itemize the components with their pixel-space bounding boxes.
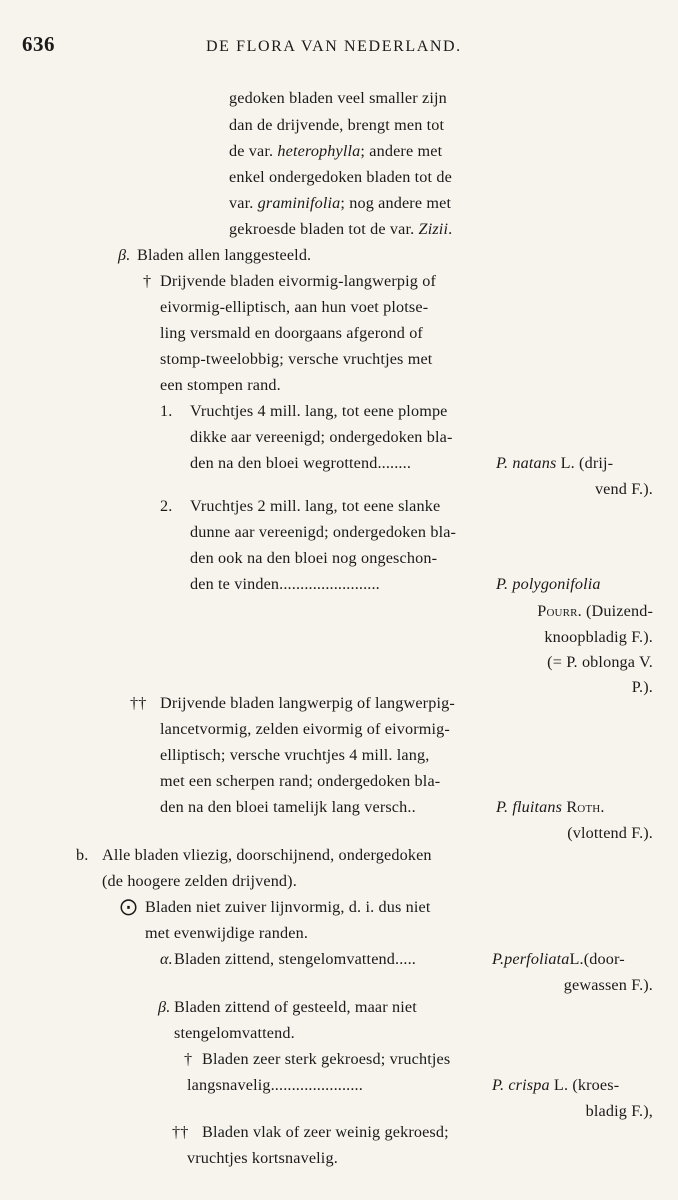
- text-line: den na den bloei tamelijk lang versch..: [160, 798, 416, 816]
- species-common-name: (vlottend F.).: [567, 824, 653, 842]
- text-line: eivormig-elliptisch, aan hun voet plotse-: [160, 298, 429, 316]
- text-line: stengelomvattend.: [174, 1024, 295, 1042]
- text-line: Bladen zeer sterk gekroesd; vruchtjes: [202, 1050, 451, 1068]
- text-line: met een scherpen rand; ondergedoken bla-: [160, 772, 441, 790]
- text-line: een stompen rand.: [160, 376, 281, 394]
- text-line: Drijvende bladen eivormig-langwerpig of: [160, 272, 437, 290]
- text-line: Vruchtjes 2 mill. lang, tot eene slanke: [190, 497, 441, 515]
- text-line: Bladen allen langgesteeld.: [137, 246, 312, 264]
- text-line: den ook na den bloei nog ongeschon-: [190, 549, 438, 567]
- text-line: langsnavelig......................: [187, 1076, 363, 1094]
- key-marker-double-dagger: ††: [172, 1123, 189, 1141]
- text-line: Vruchtjes 4 mill. lang, tot eene plompe: [190, 402, 448, 420]
- species-common-name: Pourr. (Duizend-: [537, 602, 653, 620]
- key-marker-alpha: α.: [160, 950, 173, 968]
- variety-name: graminifolia: [257, 194, 341, 212]
- text-line: vruchtjes kortsnavelig.: [187, 1149, 338, 1167]
- text-line: dikke aar vereenigd; ondergedoken bla-: [190, 428, 453, 446]
- species-name: P. crispa: [492, 1076, 550, 1094]
- species-common-name: bladig F.),: [585, 1102, 653, 1120]
- text-line: dan de drijvende, brengt men tot: [229, 116, 445, 134]
- species-common-name: gewassen F.).: [563, 976, 653, 994]
- text-line: enkel ondergedoken bladen tot de: [229, 168, 452, 186]
- section-marker: b.: [76, 846, 89, 864]
- species-common-name: vend F.).: [594, 480, 653, 498]
- circled-dot-icon: ⨀: [120, 897, 138, 916]
- text-line: elliptisch; versche vruchtjes 4 mill. lang,: [160, 746, 430, 764]
- text-line: Bladen zittend of gesteeld, maar niet: [174, 998, 417, 1016]
- text-line: Bladen niet zuiver lijnvormig, d. i. dus niet: [145, 898, 431, 916]
- key-marker-beta: β.: [118, 246, 131, 264]
- variety-name: Zizii: [418, 220, 449, 238]
- species-entry: P. fluitans Roth.: [496, 798, 605, 816]
- key-marker-double-dagger: ††: [130, 694, 147, 712]
- text-line: Drijvende bladen langwerpig of langwerpig-: [160, 694, 455, 712]
- text-line: Bladen zittend, stengelomvattend.....: [174, 950, 417, 968]
- item-number: 2.: [160, 497, 173, 515]
- text-line: Alle bladen vliezig, doorschijnend, ondergedoken: [102, 846, 432, 864]
- key-marker-dagger: †: [143, 272, 152, 290]
- text-line: den na den bloei wegrottend........: [190, 454, 412, 472]
- key-marker-beta: β.: [158, 998, 171, 1016]
- species-entry: P.perfoliataL.(door-: [492, 950, 625, 968]
- text-line: var. graminifolia; nog andere met: [229, 194, 452, 212]
- text-line: met evenwijdige randen.: [145, 924, 309, 942]
- species-name: P. polygonifolia: [496, 575, 601, 593]
- text-line: dunne aar vereenigd; ondergedoken bla-: [190, 523, 457, 541]
- page-number: 636: [22, 32, 55, 56]
- text-line: (de hoogere zelden drijvend).: [102, 872, 297, 890]
- text-line: stomp-tweelobbig; versche vruchtjes met: [160, 350, 433, 368]
- key-marker-dagger: †: [184, 1050, 193, 1068]
- text-line: ling versmald en doorgaans afgerond of: [160, 324, 423, 342]
- variety-name: heterophylla: [277, 142, 361, 160]
- text-line: lancetvormig, zelden eivormig of eivormig-: [160, 720, 450, 738]
- species-synonym: (= P. oblonga V.: [547, 653, 653, 671]
- species-name: P. natans: [496, 454, 557, 472]
- species-name: P.perfoliata: [492, 950, 570, 968]
- text-line: gekroesde bladen tot de var. Zizii.: [229, 220, 453, 238]
- text-line: den te vinden........................: [190, 575, 380, 593]
- species-synonym: P.).: [631, 678, 653, 696]
- text-line: de var. heterophylla; andere met: [229, 142, 443, 160]
- species-name: P. fluitans: [496, 798, 563, 816]
- text-line: Bladen vlak of zeer weinig gekroesd;: [202, 1123, 449, 1141]
- item-number: 1.: [160, 402, 173, 420]
- running-title: DE FLORA VAN NEDERLAND.: [206, 38, 462, 55]
- species-entry: P. natans L. (drij-: [496, 454, 614, 472]
- species-entry: P. crispa L. (kroes-: [492, 1076, 620, 1094]
- text-line: gedoken bladen veel smaller zijn: [229, 89, 447, 107]
- species-common-name: knoopbladig F.).: [544, 628, 653, 646]
